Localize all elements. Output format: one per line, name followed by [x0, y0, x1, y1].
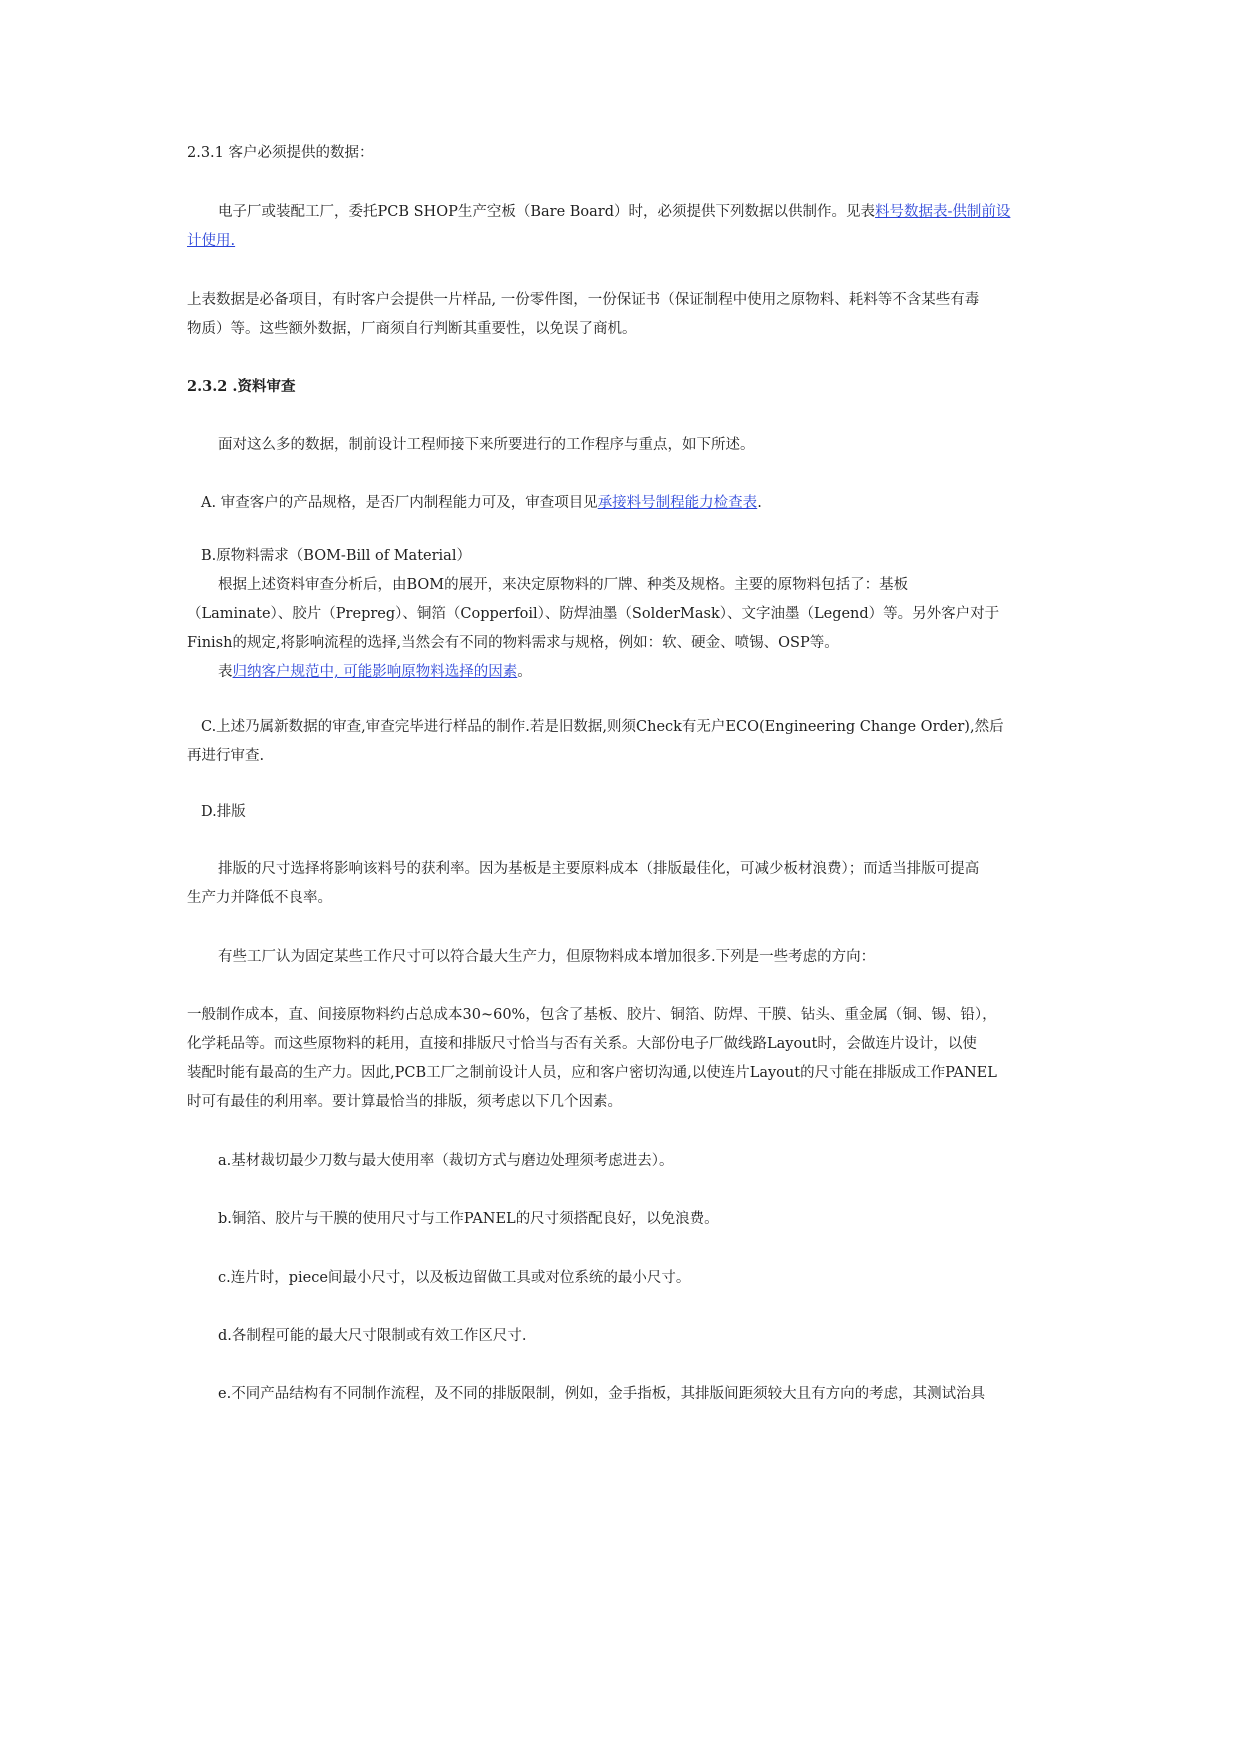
section-231-paragraph-line: [218, 202, 1010, 222]
bom-datasheet-link[interactable]: 料号数据表-供制前设: [875, 204, 1011, 220]
item-b-table-line: [218, 662, 532, 682]
factor-item-c: c.连片时，piece间最小尺寸，以及板边留做工具或对位系统的最小尺寸。: [218, 1270, 691, 1286]
item-a-end: .: [757, 495, 762, 511]
layout-considerations-intro: 有些工厂认为固定某些工作尺寸可以符合最大生产力，但原物料成本增加很多.下列是一些考虑的方向：: [218, 949, 876, 965]
table-prefix: 表: [218, 664, 233, 680]
section-231-note-line: 物质）等。这些额外数据，厂商须自行判断其重要性，以免误了商机。: [187, 321, 637, 337]
item-c-line: C.上述乃属新数据的审查,审查完毕进行样品的制作.若是旧数据,则须Check有无户ECO(Engineering Change Order),然后: [201, 719, 1004, 735]
cost-paragraph-line: 一般制作成本，直、间接原物料约占总成本30~60%，包含了基板、胶片、铜箔、防焊、干膜、钻头、重金属（铜、锡、铅），: [187, 1007, 997, 1023]
item-a-text: A. 审查客户的产品规格，是否厂内制程能力可及，审查项目见: [201, 495, 598, 511]
section-231-paragraph-line: [187, 231, 235, 251]
item-b-line: （Laminate）、胶片（Prepreg）、铜箔（Copperfoil）、防焊油墨（SolderMask）、文字油墨（Legend）等。另外客户对于: [187, 606, 1000, 622]
layout-paragraph-line: 排版的尺寸选择将影响该料号的获利率。因为基板是主要原料成本（排版最佳化，可减少板材浪费）；而适当排版可提高: [218, 861, 980, 877]
cost-paragraph-line: 装配时能有最高的生产力。因此,PCB工厂之制前设计人员，应和客户密切沟通,以使连片Layout的尺寸能在排版成工作PANEL: [187, 1065, 997, 1081]
layout-paragraph-line: 生产力并降低不良率。: [187, 890, 332, 906]
item-c-line: 再进行审查.: [187, 748, 265, 764]
material-factors-link[interactable]: 归纳客户规范中, 可能影响原物料选择的因素: [232, 664, 518, 680]
factor-item-b: b.铜箔、胶片与干膜的使用尺寸与工作PANEL的尺寸须搭配良好，以免浪费。: [218, 1211, 719, 1227]
section-231-heading: 2.3.1 客户必须提供的数据：: [187, 145, 374, 161]
factor-item-a: a.基材裁切最少刀数与最大使用率（裁切方式与磨边处理须考虑进去）。: [218, 1153, 674, 1169]
item-d-heading: D.排版: [201, 804, 246, 820]
capability-checklist-link[interactable]: 承接料号制程能力检查表: [597, 495, 758, 511]
item-a-line: [201, 493, 762, 513]
item-b-heading: B.原物料需求（BOM-Bill of Material）: [201, 548, 471, 564]
factor-item-e: e.不同产品结构有不同制作流程，及不同的排版限制，例如，金手指板，其排版间距须较大且有方向的考虑，其测试治具: [218, 1386, 986, 1402]
item-b-line: Finish的规定,将影响流程的选择,当然会有不同的物料需求与规格，例如：软、硬金、喷锡、OSP等。: [187, 635, 839, 651]
section-231-note-line: 上表数据是必备项目，有时客户会提供一片样品, 一份零件图，一份保证书（保证制程中使用之原物料、耗料等不含某些有毒: [187, 292, 980, 308]
section-232-intro: 面对这么多的数据，制前设计工程师接下来所要进行的工作程序与重点，如下所述。: [218, 437, 755, 453]
bom-datasheet-link-continued[interactable]: 计使用.: [187, 233, 236, 249]
paragraph-text: 电子厂或装配工厂，委托PCB SHOP生产空板（Bare Board）时，必须提供下列数据以供制作。见表: [218, 204, 875, 220]
item-b-line: 根据上述资料审查分析后，由BOM的展开，来决定原物料的厂牌、种类及规格。主要的原物料包括了：基板: [218, 577, 909, 593]
factor-item-d: d.各制程可能的最大尺寸限制或有效工作区尺寸.: [218, 1328, 527, 1344]
cost-paragraph-line: 时可有最佳的利用率。要计算最恰当的排版，须考虑以下几个因素。: [187, 1094, 622, 1110]
section-232-heading: 2.3.2 .资料审查: [187, 378, 296, 395]
cost-paragraph-line: 化学耗品等。而这些原物料的耗用，直接和排版尺寸恰当与否有关系。大部份电子厂做线路Layout时，会做连片设计，以使: [187, 1036, 977, 1052]
table-end: 。: [517, 664, 532, 680]
